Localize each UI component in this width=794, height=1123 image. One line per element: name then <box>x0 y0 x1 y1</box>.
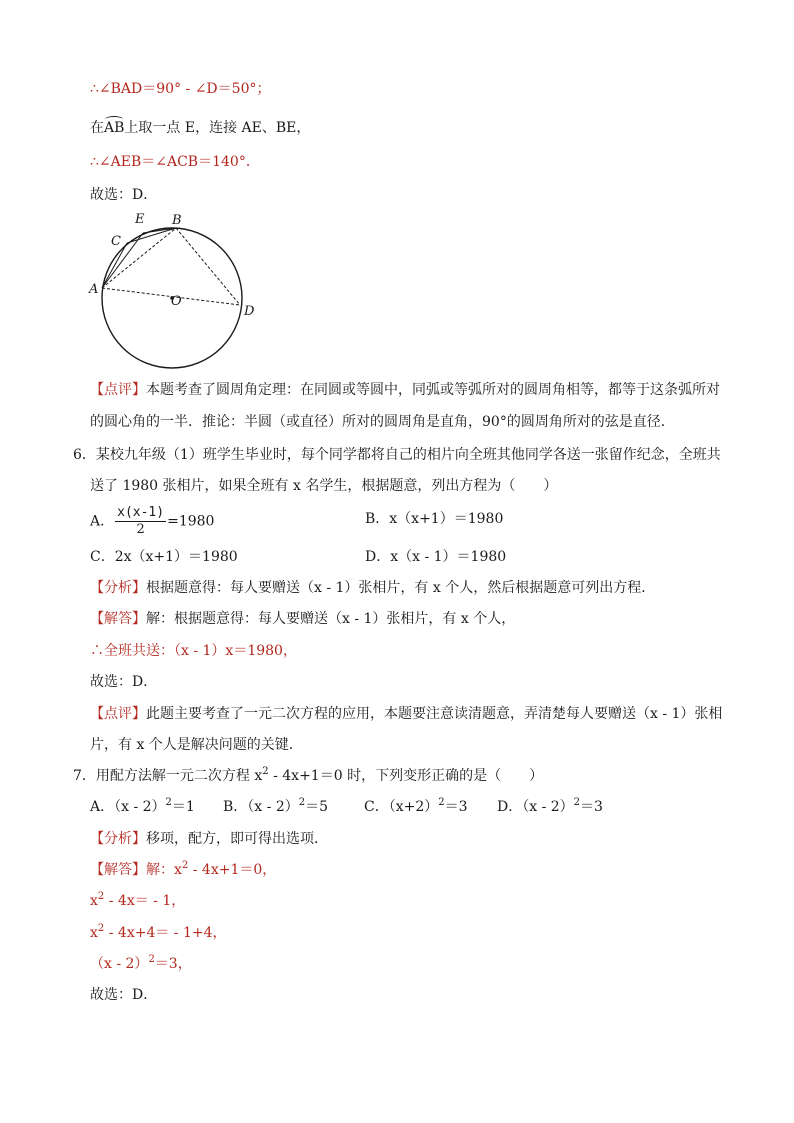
q7-option-a <box>90 798 195 816</box>
q7-option-b-post: ＝5 <box>305 799 329 815</box>
fraction-denominator: 2 <box>136 522 145 537</box>
exponent: 2 <box>262 766 269 777</box>
label-b: B <box>172 213 182 228</box>
solution-tag: 【解答】 <box>90 862 146 878</box>
q7-stem <box>73 767 543 785</box>
q5-step-aeb: ∴∠AEB＝∠ACB＝140°． <box>90 154 260 170</box>
q7-stem-post: - 4x+1＝0 时，下列变形正确的是（ ） <box>268 768 544 784</box>
exponent: 2 <box>181 860 189 871</box>
q7-option-c <box>364 798 468 816</box>
q6-option-a-label: A． <box>90 513 115 530</box>
q7-option-d-post: ＝3 <box>580 799 603 815</box>
q6-comment-line1 <box>90 705 722 723</box>
q5-step-bad: ∴∠BAD＝90° - ∠D＝50°； <box>90 81 271 97</box>
q7-option-a-post: ＝1 <box>171 799 195 815</box>
q7-analysis-text: 移项，配方，即可得出选项． <box>146 831 328 847</box>
q7-answer: 故选：D． <box>90 987 158 1003</box>
q7-option-c-pre: C．（x+2） <box>364 799 439 815</box>
q7-solution-pre: 解：x <box>146 862 182 878</box>
q7-step3 <box>90 955 192 973</box>
q7-analysis <box>90 830 328 848</box>
exponent: 2 <box>97 923 105 934</box>
q5-step-take-point-pre: 在 <box>90 120 104 136</box>
q6-analysis-text: 根据题意得：每人要赠送（x - 1）张相片，有 x 个人，然后根据题意可列出方程． <box>146 580 656 596</box>
q7-step3-post: ＝3， <box>154 956 192 972</box>
q7-option-d-pre: D．（x - 2） <box>497 799 574 815</box>
exponent: 2 <box>573 797 581 808</box>
exponent: 2 <box>298 797 306 808</box>
q6-analysis <box>90 579 655 597</box>
q7-step3-pre: （x - 2） <box>90 956 149 972</box>
q6-step1: ∴全班共送：（x - 1）x＝1980， <box>90 643 297 659</box>
label-e: E <box>135 212 145 227</box>
q6-option-a-tail: =1980 <box>167 513 215 530</box>
analysis-tag: 【分析】 <box>90 580 146 596</box>
q7-step2-post: - 4x+4＝ - 1+4， <box>104 925 227 941</box>
q7-option-c-post: ＝3 <box>444 799 468 815</box>
q6-comment-line2: 片，有 x 个人是解决问题的关键． <box>90 737 303 753</box>
q7-step2-pre: x <box>90 925 98 941</box>
arc-ab: AB <box>104 120 125 136</box>
chord-bd <box>176 228 240 305</box>
q5-comment-line2: 的圆心角的一半．推论：半圆（或直径）所对的圆周角是直角，90°的圆周角所对的弦是直径． <box>90 414 675 430</box>
circle-figure <box>82 205 282 375</box>
chord-ac <box>102 243 127 288</box>
label-a: A <box>89 282 99 297</box>
exponent: 2 <box>165 797 172 808</box>
chord-cb <box>127 228 176 243</box>
q7-option-b-pre: B．（x - 2） <box>223 799 299 815</box>
q5-comment-text1: 本题考查了圆周角定理：在同圆或等圆中，同弧或等弧所对的圆周角相等，都等于这条弧所对 <box>146 382 720 398</box>
q7-step1-post: - 4x＝ - 1， <box>104 893 186 909</box>
q5-step-take-point-post: 上取一点 E，连接 AE、BE， <box>124 120 311 136</box>
q7-step2 <box>90 924 227 942</box>
q5-step-take-point <box>90 119 310 137</box>
q6-solution-text: 解：根据题意得：每人要赠送（x - 1）张相片，有 x 个人， <box>146 611 516 627</box>
exponent: 2 <box>148 954 155 965</box>
q7-option-a-pre: A．（x - 2） <box>90 799 166 815</box>
fraction-numerator: x(x-1) <box>117 505 165 520</box>
q6-answer: 故选：D． <box>90 674 158 690</box>
q7-option-d <box>497 798 603 816</box>
q7-solution-post: - 4x+1＝0， <box>188 862 277 878</box>
label-o: O <box>171 294 182 309</box>
label-c: C <box>111 234 121 249</box>
q6-option-d: D．x（x - 1）＝1980 <box>365 549 507 565</box>
chord-ae <box>102 233 143 288</box>
label-d: D <box>244 304 255 319</box>
q7-option-b <box>223 798 328 816</box>
q5-answer: 故选：D． <box>90 187 158 203</box>
q6-comment-text1: 此题主要考查了一元二次方程的应用，本题要注意读清题意，弄清楚每人要赠送（x - 1）张相 <box>146 706 723 722</box>
q7-step1-pre: x <box>90 893 98 909</box>
q6-option-b: B．x（x+1）＝1980 <box>365 511 504 527</box>
q6-option-a <box>90 505 214 538</box>
solution-tag: 【解答】 <box>90 611 146 627</box>
exponent: 2 <box>438 797 445 808</box>
q7-step1 <box>90 892 185 910</box>
q6-stem-line1: 6．某校九年级（1）班学生毕业时，每个同学都将自己的相片向全班其他同学各送一张留作纪念，全班共 <box>73 447 721 463</box>
analysis-tag: 【分析】 <box>90 831 146 847</box>
q6-option-c: C．2x（x+1）＝1980 <box>90 549 238 565</box>
q6-stem-line2: 送了 1980 张相片，如果全班有 x 名学生，根据题意，列出方程为（ ） <box>90 478 558 494</box>
comment-tag: 【点评】 <box>90 382 146 398</box>
q7-solution <box>90 861 276 879</box>
exponent: 2 <box>97 891 105 902</box>
q6-solution <box>90 610 515 628</box>
q5-comment-line1 <box>90 381 720 399</box>
fraction <box>115 505 166 538</box>
comment-tag: 【点评】 <box>90 706 146 722</box>
q7-stem-pre: 7．用配方法解一元二次方程 x <box>73 768 263 784</box>
